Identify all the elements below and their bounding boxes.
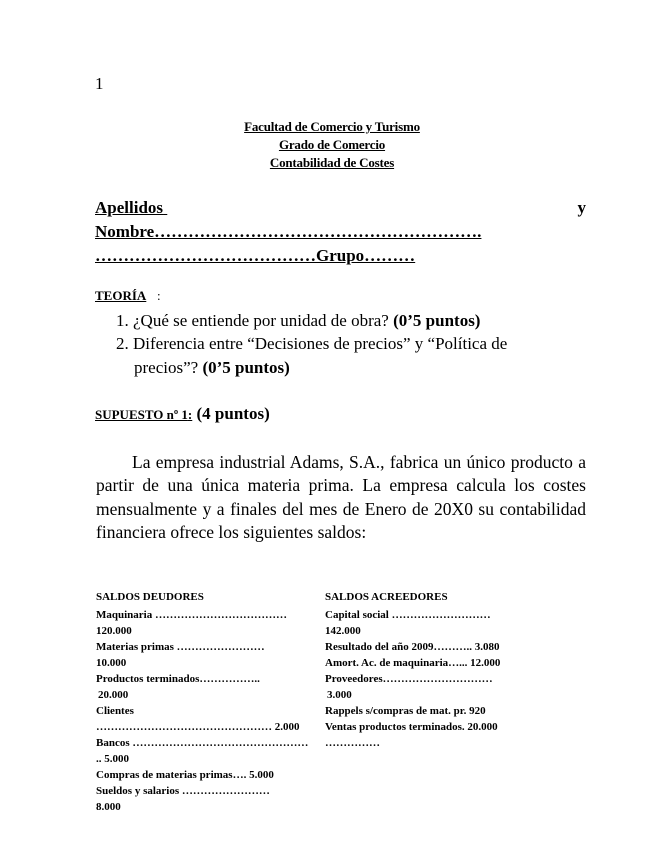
question-2-cont — [134, 358, 290, 378]
credit-line: Capital social ……………………… — [325, 609, 491, 621]
theory-colon: : — [157, 288, 161, 303]
debit-line: Materias primas …………………… — [96, 641, 265, 653]
page-number: 1 — [95, 74, 104, 93]
q2-text: Diferencia entre “Decisiones de precios” y “Política de — [133, 334, 508, 353]
debit-line: 10.000 — [96, 657, 127, 669]
debit-line: Clientes — [96, 705, 134, 717]
debit-line: Productos terminados…………….. — [96, 673, 260, 685]
credit-line: 142.000 — [325, 625, 361, 637]
debit-line: Sueldos y salarios …………………… — [96, 785, 270, 797]
q2-text-b: precios”? — [134, 358, 199, 377]
q2-points: (0’5 puntos) — [202, 358, 290, 377]
credit-line: …………… — [325, 737, 380, 749]
apellidos-field[interactable] — [95, 198, 586, 218]
question-1 — [116, 311, 480, 331]
theory-heading: TEORÍA — [95, 288, 147, 303]
q1-number: 1. — [116, 311, 129, 330]
credit-line: Resultado del año 2009……….. 3.080 — [325, 641, 500, 653]
grupo-field[interactable]: …………………………………Grupo……… — [95, 246, 416, 265]
saldos-acreedores-title: SALDOS ACREEDORES — [325, 591, 448, 603]
credit-line: 3.000 — [327, 689, 352, 701]
faculty-title: Facultad de Comercio y Turismo — [244, 119, 420, 134]
question-2 — [116, 334, 507, 354]
degree-title: Grado de Comercio — [278, 137, 386, 152]
debit-line: Bancos ………………………………………… — [96, 737, 309, 749]
nombre-field[interactable]: Nombre…………………………………………………. — [95, 222, 482, 241]
q1-text: ¿Qué se entiende por unidad de obra? — [133, 311, 389, 330]
credit-line: Proveedores………………………… — [325, 673, 493, 685]
debit-line: Compras de materias primas…. 5.000 — [96, 769, 274, 781]
debit-line: 8.000 — [96, 801, 121, 813]
q2-number: 2. — [116, 334, 129, 353]
credit-line: Ventas productos terminados. 20.000 — [325, 721, 498, 733]
debit-line: ………………………………………… 2.000 — [96, 721, 300, 733]
credit-line: Rappels s/compras de mat. pr. 920 — [325, 705, 486, 717]
debit-line: 120.000 — [96, 625, 132, 637]
case-1-colon: : — [187, 407, 193, 422]
case-1-paragraph: La empresa industrial Adams, S.A., fabrica un único producto a partir de una única materia prima. La empresa calcula los costes mensualmente y a finales del mes de Enero de 20X0 su contabilidad financiera ofrece los siguientes saldos: — [96, 452, 586, 542]
saldos-deudores-title: SALDOS DEUDORES — [96, 591, 204, 603]
q1-points: (0’5 puntos) — [393, 311, 481, 330]
course-title: Contabilidad de Costes — [269, 155, 395, 170]
credit-line: Amort. Ac. de maquinaria…... 12.000 — [325, 657, 501, 669]
case-1-points: (4 puntos) — [196, 404, 270, 423]
debit-line: Maquinaria ……………………………… — [96, 609, 287, 621]
case-1-title: SUPUESTO nº 1 — [95, 407, 188, 422]
debit-line: 20.000 — [98, 689, 129, 701]
case-1-heading — [95, 404, 270, 424]
debit-line: .. 5.000 — [96, 753, 129, 765]
apellidos-label: Apellidos — [95, 198, 164, 217]
apellidos-y: y — [577, 198, 586, 217]
